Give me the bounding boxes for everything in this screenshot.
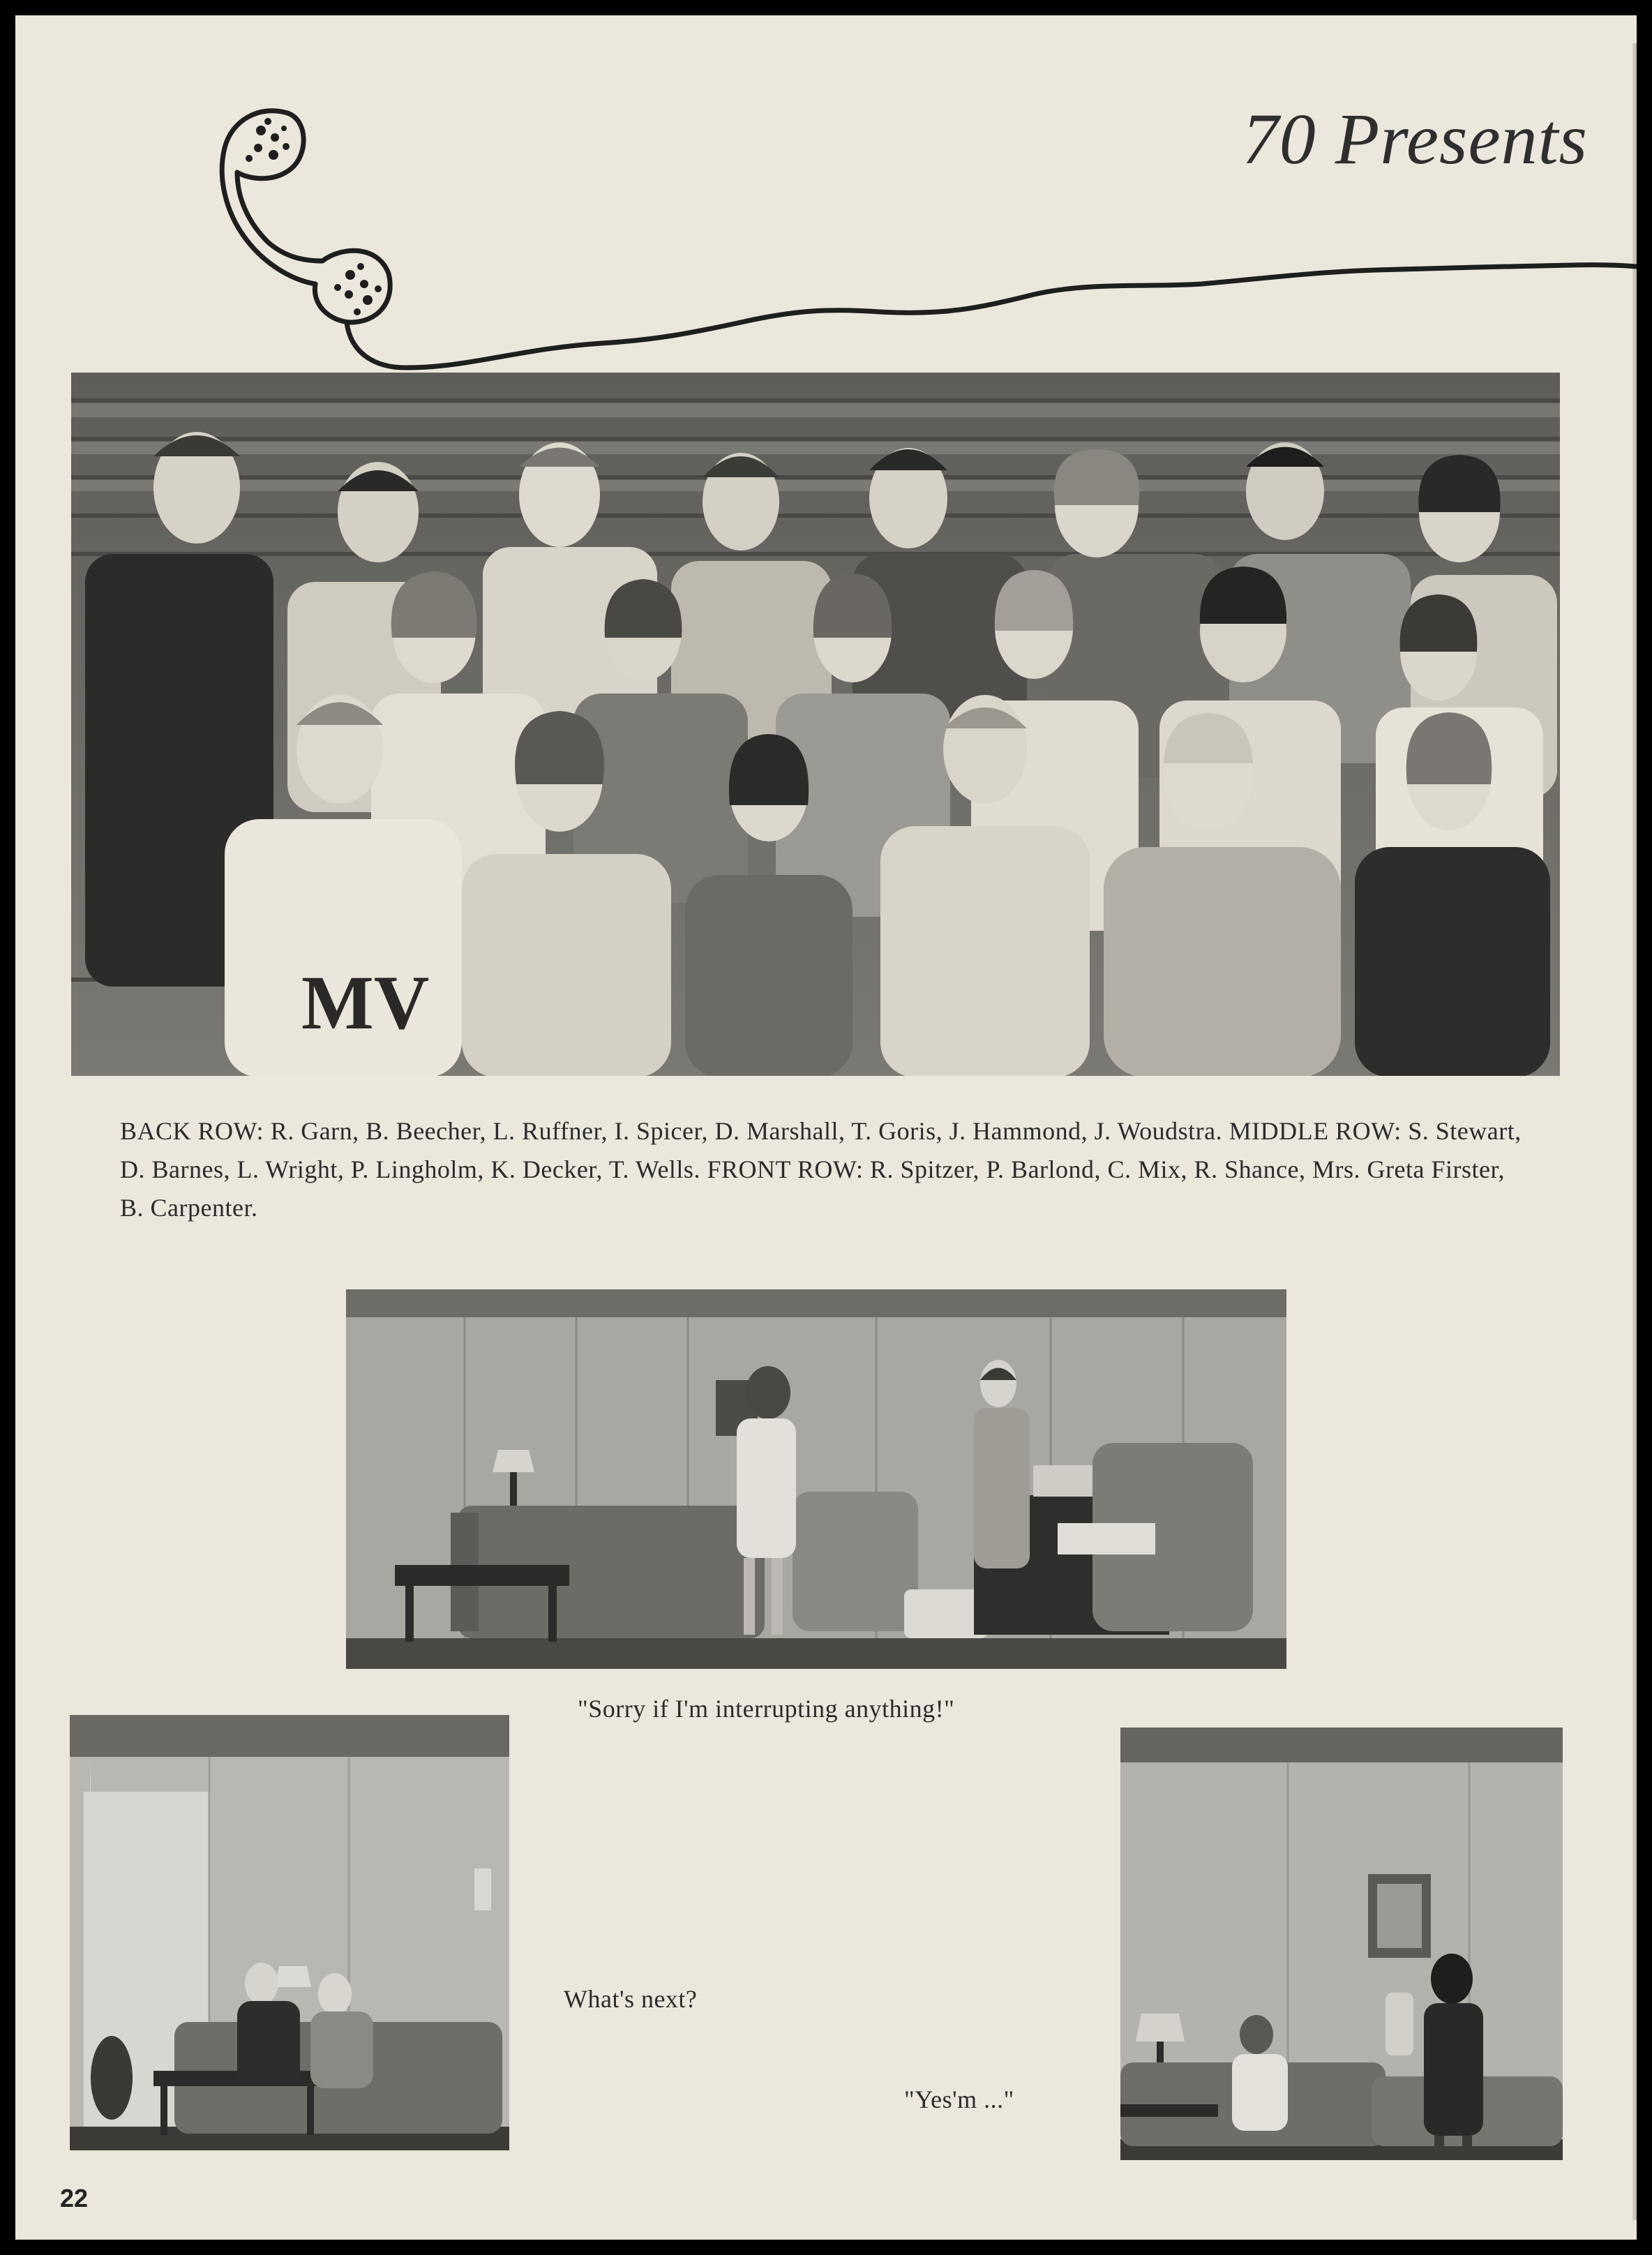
yearbook-page bbox=[15, 15, 1637, 2240]
front-row-label: FRONT ROW: bbox=[707, 1155, 864, 1183]
front-row-names: R. Spitzer, P. Barlond, C. Mix, R. Shance, Mrs. Greta Firster, B. Carpenter. bbox=[120, 1155, 1505, 1222]
scene-photo-right bbox=[1120, 1728, 1563, 2160]
middle-row-names: S. Stewart, D. Barnes, L. Wright, P. Lingholm, K. Decker, T. Wells. bbox=[120, 1117, 1522, 1183]
scene-left-caption: What's next? bbox=[564, 1985, 698, 2013]
stage-scene-photo bbox=[346, 1289, 1286, 1669]
middle-row-label: MIDDLE ROW: bbox=[1229, 1117, 1402, 1145]
sweater-letters: MV bbox=[301, 960, 430, 1045]
back-row-label: BACK ROW: bbox=[120, 1117, 264, 1145]
telephone-icon bbox=[15, 15, 1637, 406]
scene-photo-left bbox=[70, 1715, 509, 2150]
page-number: 22 bbox=[60, 2184, 89, 2212]
stage-scene-caption: "Sorry if I'm interrupting anything!" bbox=[578, 1695, 955, 1723]
group-photo bbox=[71, 373, 1560, 1076]
page-title: 70 Presents bbox=[1242, 99, 1588, 179]
group-photo-caption bbox=[120, 1112, 1522, 1227]
back-row-names: R. Garn, B. Beecher, L. Ruffner, I. Spicer, D. Marshall, T. Goris, J. Hammond, J. Woudstra. bbox=[270, 1117, 1223, 1145]
scene-right-caption: "Yes'm ..." bbox=[904, 2085, 1014, 2113]
